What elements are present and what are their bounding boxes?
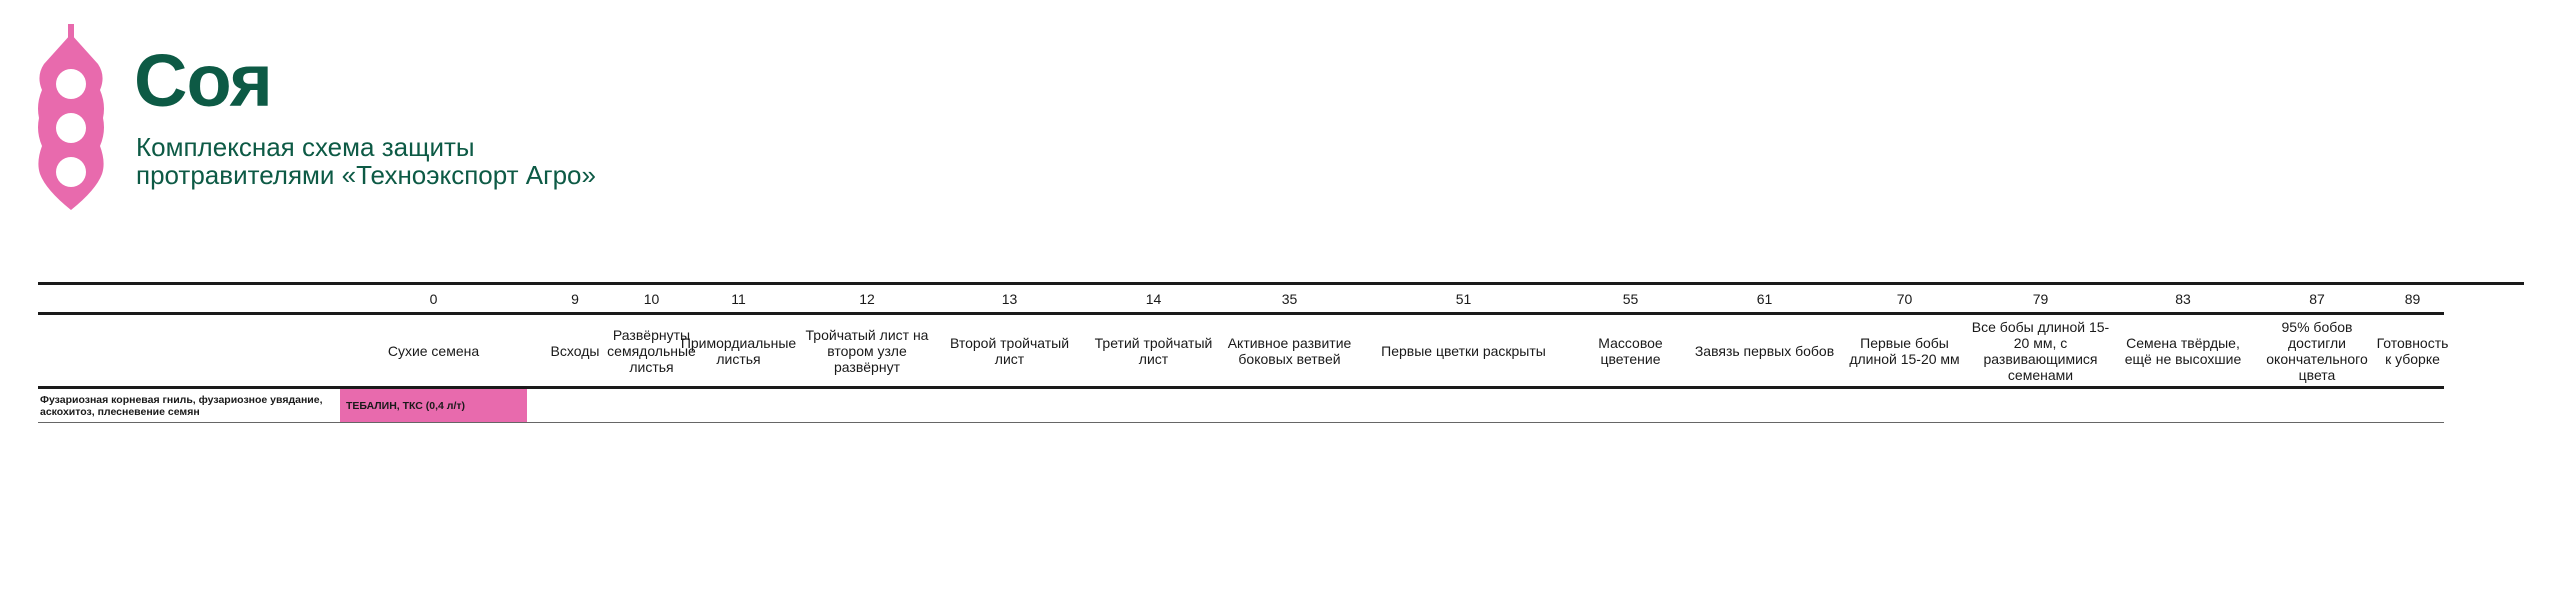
- disease-label: Фузариозная корневая гниль, фузариозное увядание, аскохитоз, плесневение семян: [38, 389, 340, 423]
- stage-code: 11: [680, 285, 797, 315]
- stage-name: Второй тройчатый лист: [937, 315, 1082, 389]
- stage-name: Развёрнуты семядольные листья: [623, 315, 680, 389]
- stage-code: 70: [1841, 285, 1968, 315]
- stage-name: Сухие семена: [340, 315, 527, 389]
- subtitle-line-1: Комплексная схема защиты: [136, 132, 475, 162]
- subtitle-line-2: протравителями «Техноэкспорт Агро»: [136, 160, 596, 190]
- treatment-product-cell: ТЕБАЛИН, ТКС (0,4 л/т): [340, 389, 527, 423]
- stage-code: 87: [2253, 285, 2381, 315]
- stage-code: 61: [1688, 285, 1841, 315]
- stage-code: 12: [797, 285, 937, 315]
- stage-code: 83: [2113, 285, 2253, 315]
- stage-code: 35: [1225, 285, 1354, 315]
- stage-code: 89: [2381, 285, 2444, 315]
- stage-name: Активное развитие боковых ветвей: [1225, 315, 1354, 389]
- soy-pod-logo-icon: [36, 24, 106, 212]
- stage-code: 55: [1573, 285, 1688, 315]
- stage-code: 51: [1354, 285, 1573, 315]
- protection-scheme-table: [38, 282, 2524, 423]
- stage-name: Тройчатый лист на втором узле развёрнут: [797, 315, 937, 389]
- stage-name: Первые цветки раскрыты: [1354, 315, 1573, 389]
- page-subtitle: [136, 133, 696, 189]
- stage-name: Первые бобы длиной 15-20 мм: [1841, 315, 1968, 389]
- page-title: Соя: [134, 39, 272, 122]
- stage-code: 13: [937, 285, 1082, 315]
- stage-name: Всходы: [527, 315, 623, 389]
- stage-name: Семена твёрдые, ещё не высохшие: [2113, 315, 2253, 389]
- stage-name: Массовое цветение: [1573, 315, 1688, 389]
- stage-name: Примордиальные листья: [680, 315, 797, 389]
- table-corner-cell: [38, 285, 340, 315]
- stage-name: Все бобы длиной 15-20 мм, с развивающимися семенами: [1968, 315, 2113, 389]
- stage-code: 79: [1968, 285, 2113, 315]
- stage-code: 14: [1082, 285, 1225, 315]
- stage-code: 0: [340, 285, 527, 315]
- stage-code: 9: [527, 285, 623, 315]
- stage-code: 10: [623, 285, 680, 315]
- table-empty-cell: [38, 315, 340, 389]
- stage-name: Завязь первых бобов: [1688, 315, 1841, 389]
- treatment-empty-span: [527, 389, 2444, 423]
- stage-name: 95% бобов достигли окончательного цвета: [2253, 315, 2381, 389]
- stage-name: Третий тройчатый лист: [1082, 315, 1225, 389]
- stage-name: Готовность к уборке: [2381, 315, 2444, 389]
